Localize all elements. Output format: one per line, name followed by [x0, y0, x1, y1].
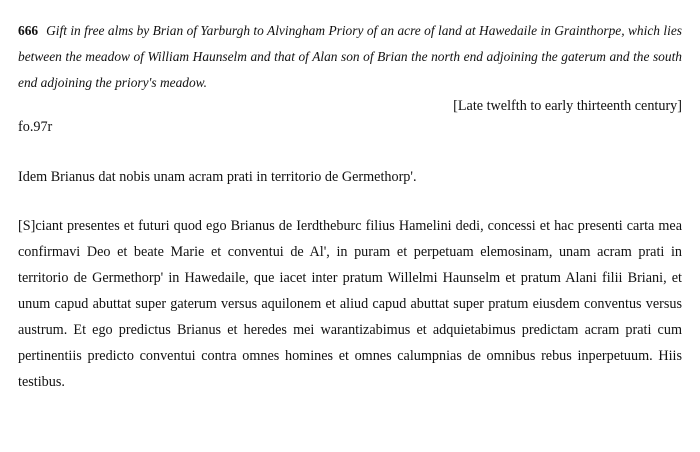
document-page [18, 18, 682, 395]
entry-date: [Late twelfth to early thirteenth century] [453, 98, 682, 114]
charter-text: [S]ciant presentes et futuri quod ego Brianus de Ierdtheburc filius Hamelini dedi, concessi et hac presenti carta mea confirmavi Deo et beate Marie et conventui de Al', in puram et perpetuam elemosinam, unam acram prati in territorio de Germethorp' in Hawedaile, que iacet inter pratum Willelmi Haunselm et pratum Alani filii Briani, et unum capud abuttat super gaterum versus aquilonem et aliud capud abuttat super pratum eiusdem conventus versus austrum. Et ego predictus Brianus et heredes mei warantizabimus et adquietabimus predictam acram prati cum pertinentiis predicto conventui contra omnes homines et omnes calumpnias de omnibus rebus inperpetuum. Hiis testibus. [18, 218, 682, 390]
entry-summary: Idem Brianus dat nobis unam acram prati in territorio de Germethorp'. [18, 169, 417, 185]
entry-heading-text: Gift in free alms by Brian of Yarburgh to Alvingham Priory of an acre of land at Hawedaile in Grainthorpe, which lies between the meadow of William Haunselm and that of Alan son of Brian the north end adjoining the gaterum and the south end adjoining the priory's meadow. [18, 23, 682, 90]
entry-number: 666 [18, 23, 39, 38]
entry-heading [18, 18, 682, 96]
folio-reference: fo.97r [18, 119, 53, 135]
